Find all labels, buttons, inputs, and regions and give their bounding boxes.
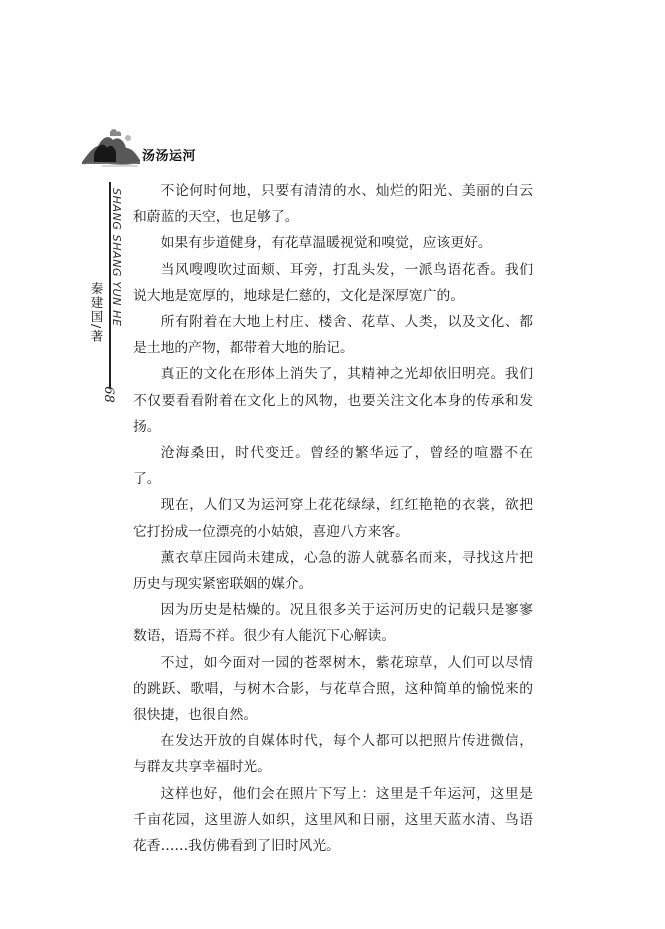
ink-landscape-icon	[80, 124, 142, 170]
book-title-pinyin: SHANG SHANG YUN HE	[110, 188, 123, 327]
paragraph: 如果有步道健身，有花草温暖视觉和嗅觉，应该更好。	[160, 235, 492, 252]
chapter-title: 汤汤运河	[142, 149, 197, 164]
paragraph: 薰衣草庄园尚未建成，心急的游人就慕名而来，寻找这片把历史与现实紧密联姻的媒介。	[133, 549, 533, 593]
paragraph: 因为历史是枯燥的。况且很多关于运河历史的记载只是寥寥数语，语焉不祥。很少有人能沉下心解读。	[133, 602, 533, 645]
paragraph: 真正的文化在形体上消失了，其精神之光却依旧明亮。我们不仅要看看附着在文化上的风物，也要关注文化本身的传承和发扬。	[133, 366, 533, 435]
paragraph: 沧海桑田，时代变迁。曾经的繁华远了，曾经的喧嚣不在了。	[133, 445, 533, 488]
paragraph: 现在，人们又为运河穿上花花绿绿，红红艳艳的衣裳，欲把它打扮成一位漂亮的小姑娘，喜迎八方来客。	[133, 497, 533, 540]
author-credit: 秦建国/著	[89, 282, 104, 344]
paragraph: 不论何时何地，只要有清清的水、灿烂的阳光、美丽的白云和蔚蓝的天空，也足够了。	[133, 183, 533, 226]
side-margin	[84, 182, 124, 402]
paragraph: 不过，如今面对一园的苍翠树木，紫花琼草，人们可以尽情的跳跃、歌唱，与树木合影，与花草合照，这种简单的愉悦来的很快捷，也很自然。	[133, 654, 533, 724]
body-text	[133, 178, 533, 859]
paragraph: 在发达开放的自媒体时代，每个人都可以把照片传进微信，与群友共享幸福时光。	[133, 733, 533, 776]
page-number: 68	[100, 386, 116, 403]
paragraph: 当风嗖嗖吹过面颊、耳旁，打乱头发，一派鸟语花香。我们说大地是宽厚的，地球是仁慈的，文化是深厚宽广的。	[133, 261, 533, 304]
running-header	[80, 124, 280, 170]
paragraph: 所有附着在大地上村庄、楼舍、花草、人类，以及文化、都是土地的产物，都带着大地的胎记。	[133, 314, 533, 357]
paragraph: 这样也好，他们会在照片下写上：这里是千年运河，这里是千亩花园，这里游人如织，这里风和日丽，这里天蓝水清、鸟语花香……我仿佛看到了旧时风光。	[133, 785, 533, 855]
